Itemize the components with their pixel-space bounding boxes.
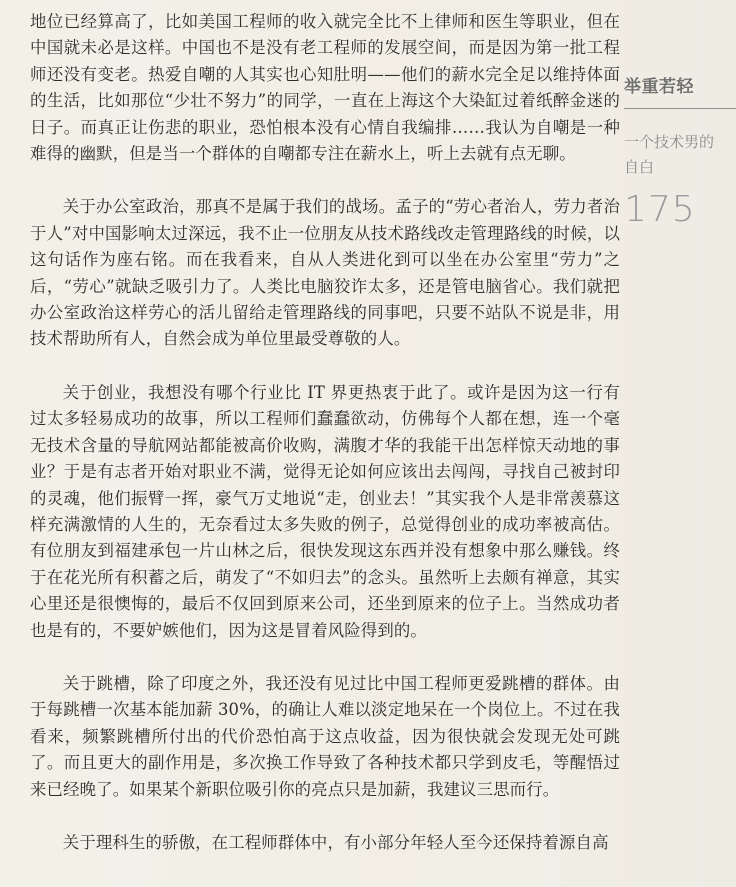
running-header-sidebar <box>624 0 736 887</box>
paragraph-science-pride: 关于理科生的骄傲，在工程师群体中，有小部分年轻人至今还保持着源自高 <box>62 832 609 852</box>
book-title: 举重若轻 <box>624 77 694 97</box>
paragraph-salary-continued: 地位已经算高了，比如美国工程师的收入就完全比不上律师和医生等职业，但在中国就未必是这样。中国也不是没有老工程师的发展空间，而是因为第一批工程师还没有变老。热爱自嘲的人其实也心知肚明——他们的薪水完全足以维持体面的生活，比如那位“少壮不努力”的同学，一直在上海这个大染缸过着纸醉金迷的日子。而真正让伤悲的职业，恐怕根本没有心情自我编排……我认为自嘲是一种难得的幽默，但是当一个群体的自嘲都专注在薪水上，听上去就有点无聊。 <box>30 12 620 164</box>
title-divider <box>624 108 736 109</box>
paragraph-startup: 关于创业，我想没有哪个行业比 IT 界更热衷于此了。或许是因为这一行有过太多轻易成功的故事，所以工程师们蠢蠢欲动，仿佛每个人都在想，连一个毫无技术含量的导航网站都能被高价收购，满腹才华的我能干出怎样惊天动地的事业？于是有志者开始对职业不满，觉得无论如何应该出去闯闯，寻找自己被封印的灵魂，他们振臂一挥，豪气万丈地说“走，创业去！”其实我个人是非常羡慕这样充满激情的人生的，无奈看过太多失败的例子，总觉得创业的成功率被高估。有位朋友到福建承包一片山林之后，很快发现这东西并没有想象中那么赚钱。终于在花光所有积蓄之后，萌发了“不如归去”的念头。虽然听上去颇有禅意，其实心里还是很懊悔的，最后不仅回到原来公司，还坐到原来的位子上。当然成功者也是有的，不要妒嫉他们，因为这是冒着风险得到的。 <box>30 382 620 640</box>
page-number: 175 <box>624 189 696 230</box>
paragraph-job-hopping: 关于跳槽，除了印度之外，我还没有见过比中国工程师更爱跳槽的群体。由于每跳槽一次基本能加薪 30%，的确让人难以淡定地呆在一个岗位上。不过在我看来，频繁跳槽所付出的代价恐怕高于这点收益，因为很快就会发现无处可跳了。而且更大的副作用是，多次换工作导致了各种技术都只学到皮毛，等醒悟过来已经晚了。如果某个新职位吸引你的亮点只是加薪，我建议三思而行。 <box>30 673 620 799</box>
paragraph-office-politics: 关于办公室政治，那真不是属于我们的战场。孟子的“劳心者治人，劳力者治于人”对中国影响太过深远，我不止一位朋友从技术路线改走管理路线的时候，以这句话作为座右铭。而在我看来，自从人类进化到可以坐在办公室里“劳力”之后，“劳心”就缺乏吸引力了。人类比电脑狡诈太多，还是管电脑省心。我们就把办公室政治这样劳心的活儿留给走管理路线的同事吧，只要不站队不说是非，用技术帮助所有人，自然会成为单位里最受尊敬的人。 <box>30 197 620 349</box>
body-text <box>30 9 620 856</box>
book-subtitle: 一个技术男的自白 <box>624 133 715 176</box>
